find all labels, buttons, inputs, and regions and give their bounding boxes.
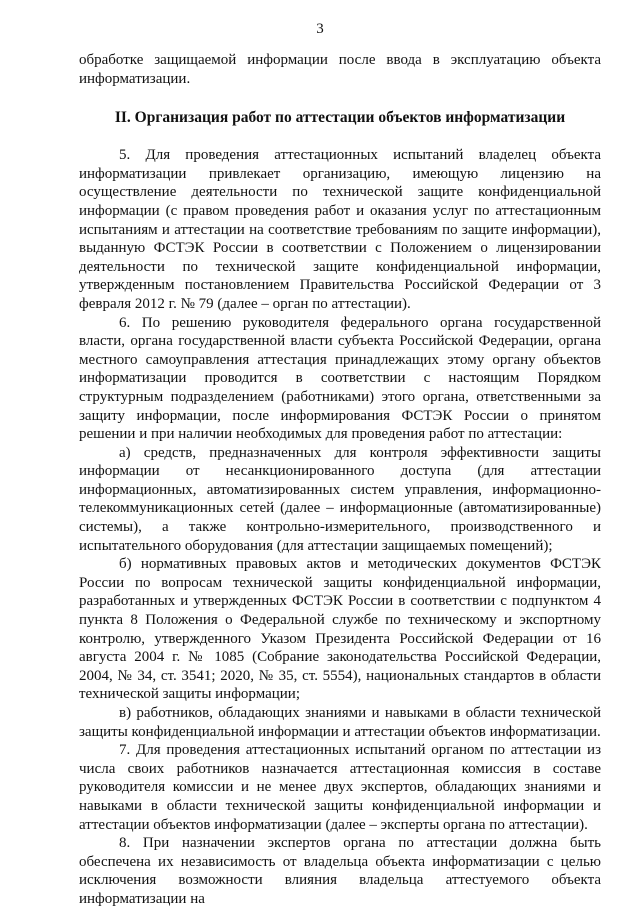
paragraph-item-5: 5. Для проведения аттестационных испытаний владелец объекта информатизации привлекает организацию, имеющую лицензию на осуществление деятельности по технической защите конфиденциальной информации (с правом проведения работ и оказания услуг по аттестационным испытаниям и аттестации на соответствие требованиям по защите информации), выданную ФСТЭК России в соответствии с Положением о лицензировании деятельности по технической защите конфиденциальной информации, утвержденным постановлением Правительства Российской Федерации от 3 февраля 2012 г. № 79 (далее – орган по аттестации). xyxy=(79,147,601,312)
paragraph-item-6: 6. По решению руководителя федерального органа государственной власти, органа государственной власти субъекта Российской Федерации, органа местного самоуправления аттестация принадлежащих этому органу объектов информатизации проводится в соответствии с настоящим Порядком структурным подразделением (работниками) этого органа, ответственными за защиту информации, после информирования ФСТЭК России о принятом решении и при наличии необходимых для проведения работ по аттестации: xyxy=(79,314,601,443)
section-heading: II. Организация работ по аттестации объектов информатизации xyxy=(114,109,566,127)
page-number: 3 xyxy=(316,21,324,37)
paragraph-item-8: 8. При назначении экспертов органа по аттестации должна быть обеспечена их независимость от владельца объекта информатизации с целью исключения возможности влияния владельца аттестуемого объекта информатизации на xyxy=(79,835,601,907)
paragraph-subitem-v: в) работников, обладающих знаниями и навыками в области технической защиты конфиденциальной информации и аттестации объектов информатизации. xyxy=(79,705,601,740)
document-body xyxy=(79,51,601,909)
paragraph-subitem-a: а) средств, предназначенных для контроля эффективности защиты информации от несанкционированного доступа (для аттестации информационных, автоматизированных систем управления, информационно-телекоммуникационных сетей (далее – информационные (автоматизированные) системы), а также контрольно-измерительного, производственного и испытательного оборудования (для аттестации защищаемых помещений); xyxy=(79,444,601,554)
paragraph-continuation: обработке защищаемой информации после ввода в эксплуатацию объекта информатизации. xyxy=(79,52,601,87)
paragraph-subitem-b: б) нормативных правовых актов и методических документов ФСТЭК России по вопросам технической защиты конфиденциальной информации, разработанных и утвержденных ФСТЭК России в соответствии с подпунктом 4 пункта 8 Положения о Федеральной службе по техническому и экспортному контролю, утвержденного Указом Президента Российской Федерации от 16 августа 2004 г. № 1085 (Собрание законодательства Российской Федерации, 2004, № 34, ст. 3541; 2020, № 35, ст. 5554), национальных стандартов в области технической защиты информации; xyxy=(79,556,601,703)
paragraph-item-7: 7. Для проведения аттестационных испытаний органом по аттестации из числа своих работников назначается аттестационная комиссия в составе руководителя комиссии и не менее двух экспертов, обладающих знаниями и навыками в области технической защиты конфиденциальной информации и аттестации объектов информатизации (далее – эксперты органа по аттестации). xyxy=(79,742,601,833)
